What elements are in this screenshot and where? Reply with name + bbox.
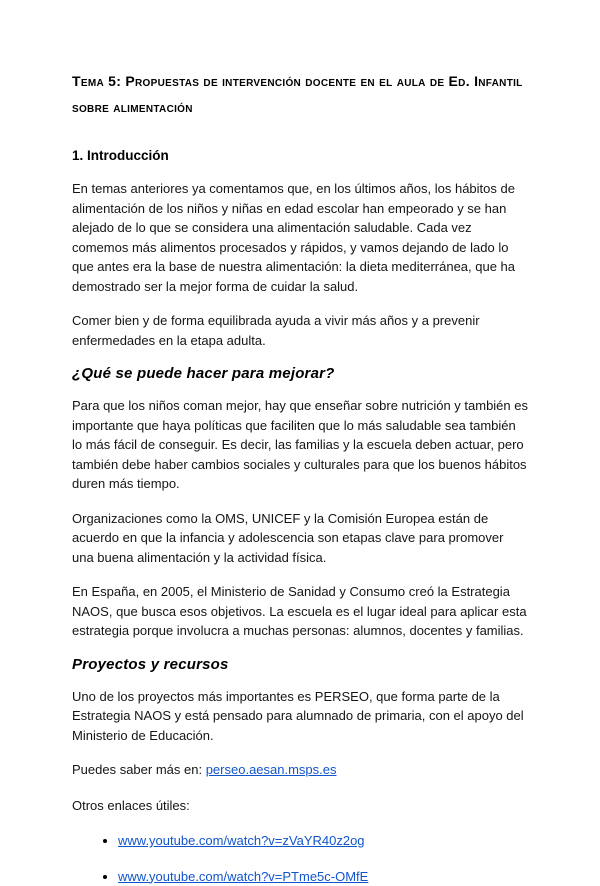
links-list — [72, 831, 528, 886]
improve-paragraph-2: Organizaciones como la OMS, UNICEF y la Comisión Europea están de acuerdo en que la infancia y adolescencia son etapas clave para promover una buena alimentación y la actividad física. — [72, 509, 528, 568]
improve-paragraph-1: Para que los niños coman mejor, hay que enseñar sobre nutrición y también es importante que haya políticas que faciliten que lo más saludable sea también lo más fácil de conseguir. Es decir, las familias y la escuela deben actuar, pero también debe haber cambios sociales y culturales para que los buenos hábitos duren más tiempo. — [72, 396, 528, 494]
other-links-label: Otros enlaces útiles: — [72, 796, 528, 816]
list-item — [118, 831, 528, 851]
youtube-link-2[interactable]: www.youtube.com/watch?v=PTme5c-OMfE — [118, 869, 368, 884]
improve-heading: ¿Qué se puede hacer para mejorar? — [72, 365, 528, 382]
projects-paragraph-1: Uno de los proyectos más importantes es PERSEO, que forma parte de la Estrategia NAOS y está pensado para alumnado de primaria, con el apoyo del Ministerio de Educación. — [72, 687, 528, 746]
improve-paragraph-3: En España, en 2005, el Ministerio de Sanidad y Consumo creó la Estrategia NAOS, que busca esos objetivos. La escuela es el lugar ideal para aplicar esta estrategia porque involucra a muchas personas: alumnos, docentes y familias. — [72, 582, 528, 641]
more-info-line — [72, 760, 528, 780]
more-info-prefix: Puedes saber más en: — [72, 762, 206, 777]
intro-heading: 1. Introducción — [72, 148, 528, 163]
document-title: Tema 5: Propuestas de intervención docente en el aula de Ed. Infantil sobre alimentación — [72, 68, 528, 120]
intro-paragraph-2: Comer bien y de forma equilibrada ayuda a vivir más años y a prevenir enfermedades en la etapa adulta. — [72, 311, 528, 350]
list-item — [118, 867, 528, 886]
youtube-link-1[interactable]: www.youtube.com/watch?v=zVaYR40z2og — [118, 833, 365, 848]
projects-heading: Proyectos y recursos — [72, 656, 528, 673]
perseo-link[interactable]: perseo.aesan.msps.es — [206, 762, 337, 777]
intro-paragraph-1: En temas anteriores ya comentamos que, en los últimos años, los hábitos de alimentación de los niños y niñas en edad escolar han empeorado y se han alejado de lo que se considera una alimentación saludable. Cada vez comemos más alimentos procesados y rápidos, y vamos dejando de lado lo que antes era la base de nuestra alimentación: la dieta mediterránea, que ha demostrado ser la mejor forma de cuidar la salud. — [72, 179, 528, 296]
